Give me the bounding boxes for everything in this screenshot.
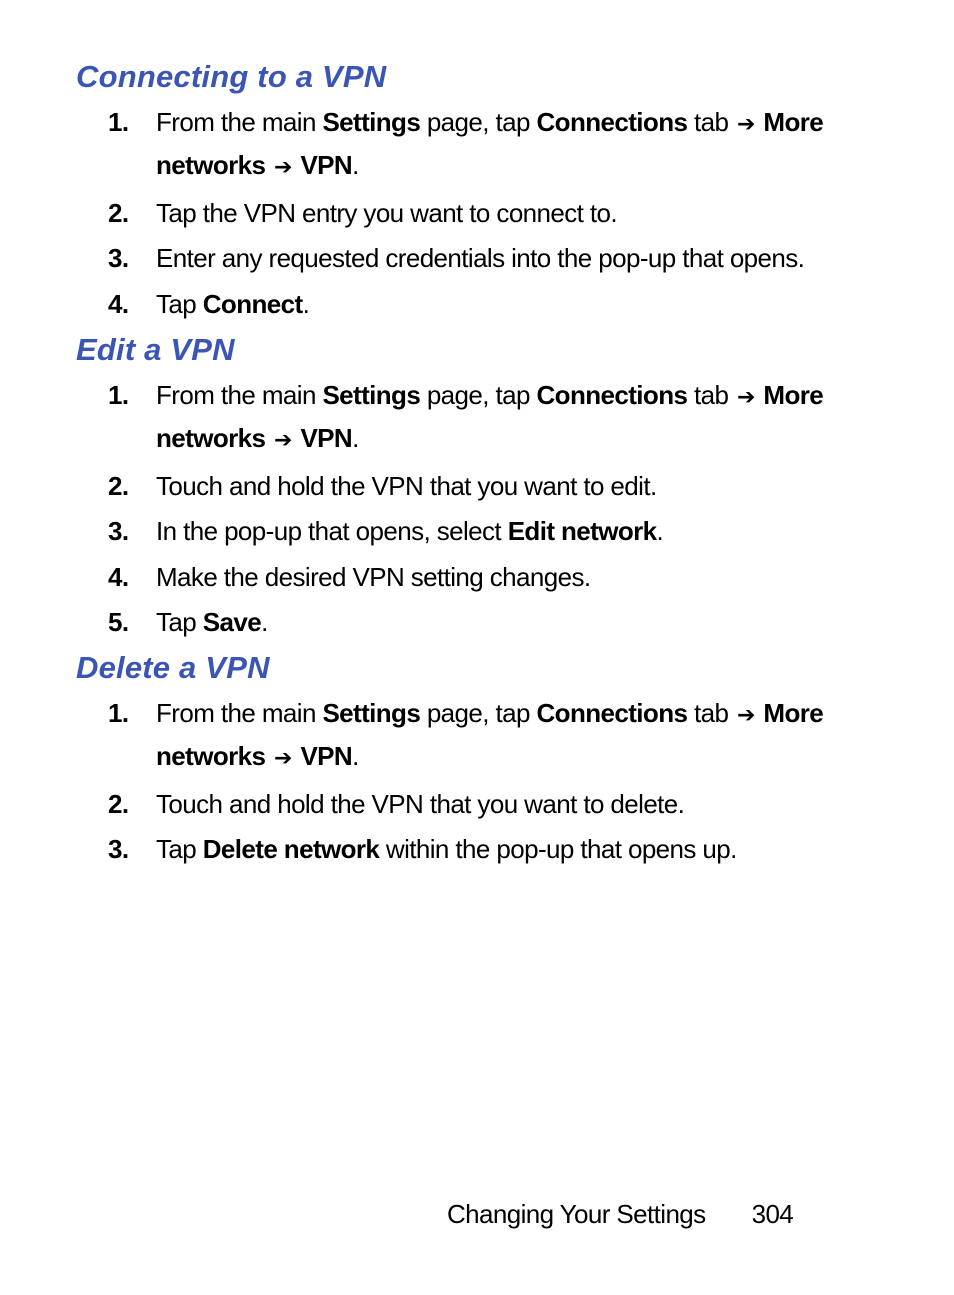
list-item [108, 375, 868, 461]
step-number: 4. [108, 561, 129, 592]
step-text [156, 243, 804, 273]
ui-term: VPN [300, 150, 353, 180]
text-run: Touch and hold the VPN that you want to edit. [156, 470, 657, 501]
list-item [108, 693, 868, 779]
arrow-right-icon: ➔ [273, 428, 292, 453]
step-number: 3. [108, 516, 129, 546]
text-run: . [352, 150, 359, 180]
list-item [108, 602, 868, 643]
arrow-right-icon: ➔ [736, 703, 755, 728]
step-text [156, 834, 737, 864]
text-run [265, 741, 272, 771]
steps-list-connecting [108, 102, 868, 329]
text-run: From the main [156, 107, 323, 137]
arrow-right-icon: ➔ [736, 385, 755, 410]
list-item [108, 829, 868, 870]
text-run: In the pop-up that opens, select [156, 516, 508, 546]
page-footer [447, 1196, 793, 1232]
text-run: tab [687, 107, 735, 137]
list-item [108, 511, 868, 552]
step-text [156, 607, 268, 637]
text-run: tab [687, 380, 735, 410]
step-number: 2. [108, 197, 129, 228]
arrow-right-icon: ➔ [273, 746, 292, 771]
text-run: From the main [156, 698, 323, 728]
footer-chapter-title: Changing Your Settings [447, 1199, 706, 1229]
text-run: . [302, 288, 310, 319]
text-run: page, tap [420, 107, 537, 137]
ui-term: Delete network [202, 834, 380, 864]
ui-term: Connections [536, 107, 688, 137]
arrow-right-icon: ➔ [273, 155, 292, 180]
text-run: . [352, 741, 359, 771]
ui-term: Edit network [507, 516, 657, 546]
list-item [108, 238, 868, 279]
text-run: From the main [156, 380, 323, 410]
step-text [156, 516, 663, 546]
list-item [108, 193, 868, 234]
text-run: Touch and hold the VPN that you want to delete. [156, 788, 685, 819]
step-text [156, 289, 309, 319]
step-text [156, 698, 823, 771]
ui-term: Connections [536, 698, 688, 728]
ui-term: Connect [202, 288, 303, 319]
ui-term: Settings [322, 698, 421, 728]
text-run: Tap [156, 607, 203, 637]
step-text [156, 789, 684, 819]
step-text [156, 562, 591, 592]
text-run [265, 150, 272, 180]
text-run: Tap the VPN entry you want to connect to. [156, 197, 618, 228]
list-item [108, 102, 868, 188]
step-number: 3. [108, 834, 129, 864]
page-number: 304 [751, 1199, 794, 1229]
text-run: . [352, 423, 359, 453]
list-item [108, 557, 868, 598]
steps-list-edit [108, 375, 868, 648]
ui-term: Settings [322, 380, 421, 410]
step-text [156, 107, 823, 180]
step-text [156, 471, 657, 501]
step-number: 3. [108, 243, 129, 273]
text-run: Tap [156, 288, 203, 319]
ui-term: VPN [300, 741, 353, 771]
text-run: Tap [156, 834, 203, 864]
text-run [265, 423, 272, 453]
text-run: . [656, 516, 664, 546]
text-run: Enter any requested credentials into the pop-up that opens. [156, 243, 805, 273]
step-number: 1. [108, 380, 129, 410]
section-heading-edit: Edit a VPN [76, 332, 235, 367]
step-number: 1. [108, 107, 129, 137]
arrow-right-icon: ➔ [736, 112, 755, 137]
ui-term: More networks [156, 698, 824, 771]
section-heading-delete: Delete a VPN [76, 650, 270, 685]
ui-term: Settings [322, 107, 421, 137]
ui-term: Save [202, 607, 262, 637]
step-text [156, 380, 823, 453]
step-number: 4. [108, 288, 129, 319]
text-run: . [261, 607, 268, 637]
section-heading-connecting: Connecting to a VPN [76, 59, 387, 94]
step-number: 1. [108, 698, 129, 728]
step-number: 5. [108, 607, 129, 637]
text-run: within the pop-up that opens up. [379, 834, 737, 864]
list-item [108, 284, 868, 325]
step-number: 2. [108, 788, 129, 819]
ui-term: More networks [156, 107, 824, 180]
ui-term: Connections [536, 380, 688, 410]
text-run: page, tap [420, 698, 537, 728]
step-number: 2. [108, 470, 129, 501]
list-item [108, 466, 868, 507]
text-run: tab [687, 698, 735, 728]
ui-term: More networks [156, 380, 824, 453]
ui-term: VPN [300, 423, 353, 453]
text-run: page, tap [420, 380, 537, 410]
list-item [108, 784, 868, 825]
text-run: Make the desired VPN setting changes. [156, 561, 591, 592]
step-text [156, 198, 617, 228]
steps-list-delete [108, 693, 868, 875]
